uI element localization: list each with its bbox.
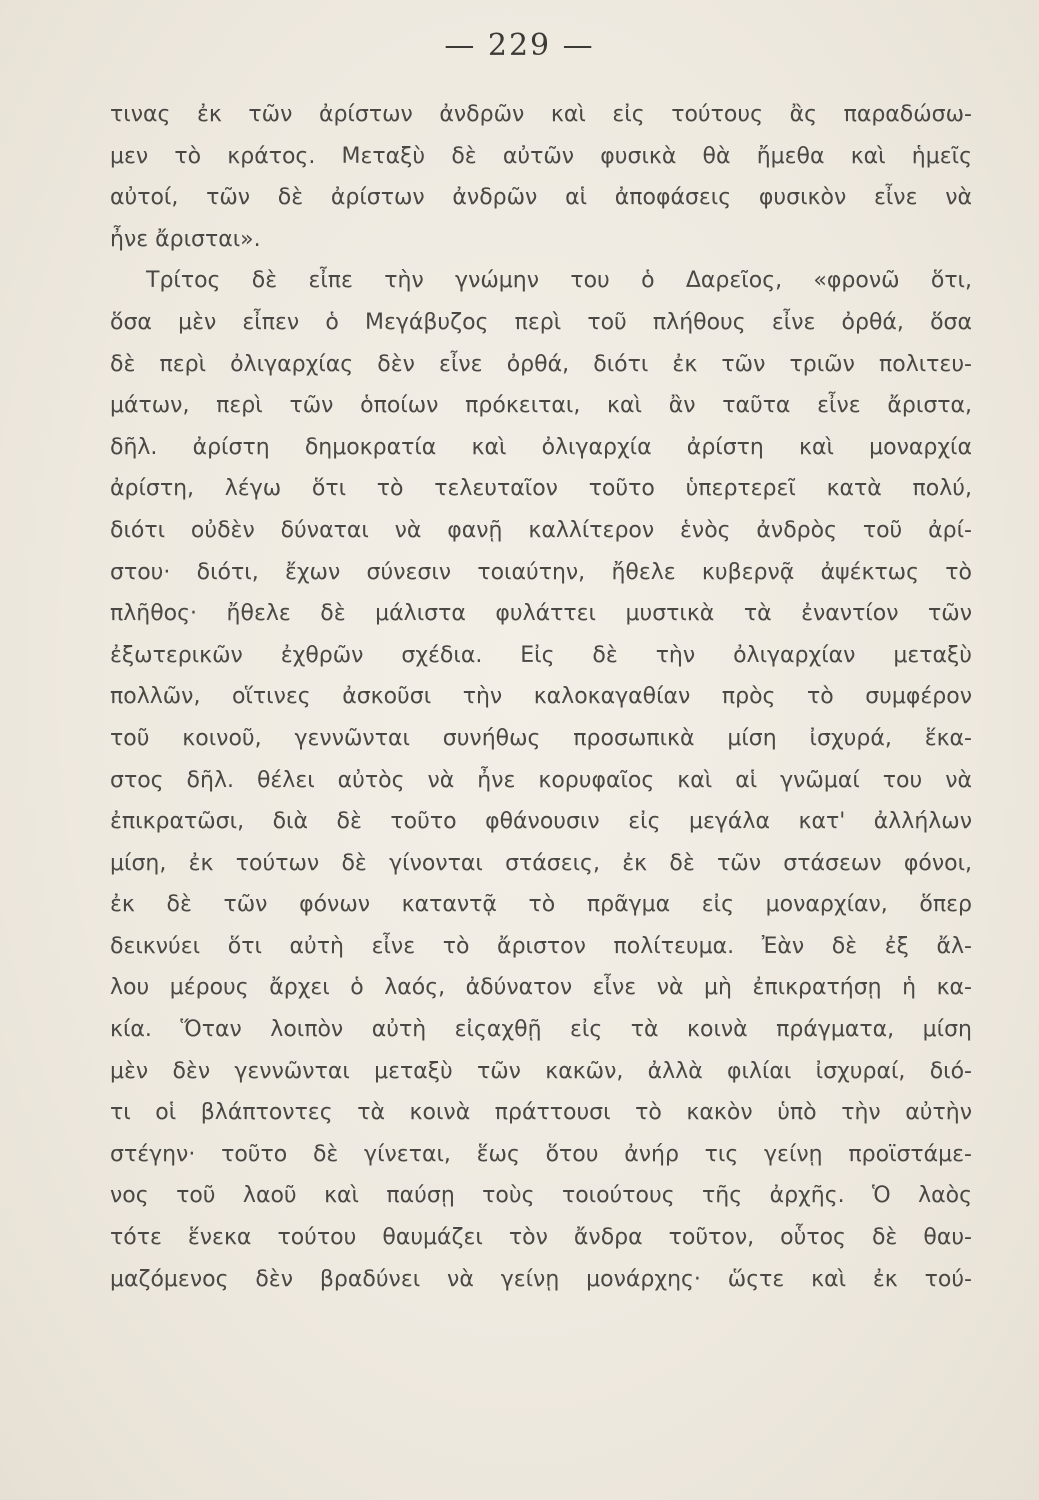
page-number: — 229 — (444, 28, 595, 63)
text-line: πλῆθος· ἤθελε δὲ μάλιστα φυλάττει μυστικὰ τὰ ἐναντίον τῶν (110, 601, 972, 627)
text-line: στος δῆλ. θέλει αὐτὸς νὰ ἦνε κορυφαῖος καὶ αἱ γνῶμαί του νὰ (110, 767, 972, 793)
text-line: ἐπικρατῶσι, διὰ δὲ τοῦτο φθάνουσιν εἰς μεγάλα κατ' ἀλλήλων (110, 809, 972, 835)
text-line: διότι οὐδὲν δύναται νὰ φανῇ καλλίτερον ἑνὸς ἀνδρὸς τοῦ ἀρί- (110, 517, 972, 543)
text-line: ἀρίστη, λέγω ὅτι τὸ τελευταῖον τοῦτο ὑπερτερεῖ κατὰ πολύ, (110, 476, 972, 502)
text-line: τοῦ κοινοῦ, γεννῶνται συνήθως προσωπικὰ μίση ἰσχυρά, ἕκα- (110, 725, 972, 751)
text-line: μὲν δὲν γεννῶνται μεταξὺ τῶν κακῶν, ἀλλὰ φιλίαι ἰσχυραί, διό- (110, 1058, 972, 1084)
text-line (110, 1300, 972, 1342)
text-line: μάτων, περὶ τῶν ὁποίων πρόκειται, καὶ ἂν ταῦτα εἶνε ἄριστα, (110, 393, 972, 419)
text-line: μίση, ἐκ τούτων δὲ γίνονται στάσεις, ἐκ δὲ τῶν στάσεων φόνοι, (110, 850, 972, 876)
text-line: στέγην· τοῦτο δὲ γίνεται, ἕως ὅτου ἀνήρ τις γείνῃ προϊστάμε- (110, 1141, 972, 1167)
text-line: πολλῶν, οἵτινες ἀσκοῦσι τὴν καλοκαγαθίαν πρὸς τὸ συμφέρον (110, 684, 972, 710)
text-line: Τρίτος δὲ εἶπε τὴν γνώμην του ὁ Δαρεῖος, «φρονῶ ὅτι, (146, 268, 972, 294)
body-text (110, 94, 972, 1342)
text-line: ὅσα μὲν εἶπεν ὁ Μεγάβυζος περὶ τοῦ πλήθους εἶνε ὀρθά, ὅσα (110, 309, 972, 335)
text-line: αὐτοί, τῶν δὲ ἀρίστων ἀνδρῶν αἱ ἀποφάσεις φυσικὸν εἶνε νὰ (110, 185, 972, 211)
text-line: μεν τὸ κράτος. Μεταξὺ δὲ αὐτῶν φυσικὰ θὰ ἤμεθα καὶ ἡμεῖς (110, 143, 972, 169)
text-line: τι οἱ βλάπτοντες τὰ κοινὰ πράττουσι τὸ κακὸν ὑπὸ τὴν αὐτὴν (110, 1100, 972, 1126)
text-line: ἐκ δὲ τῶν φόνων καταντᾷ τὸ πρᾶγμα εἰς μοναρχίαν, ὅπερ (110, 892, 972, 918)
text-line: λου μέρους ἄρχει ὁ λαός, ἀδύνατον εἶνε νὰ μὴ ἐπικρατήσῃ ἡ κα- (110, 975, 972, 1001)
text-line: δῆλ. ἀρίστη δημοκρατία καὶ ὀλιγαρχία ἀρίστη καὶ μοναρχία (110, 434, 972, 460)
text-line: ἦνε ἄρισται». (110, 226, 261, 252)
text-line: μαζόμενος δὲν βραδύνει νὰ γείνῃ μονάρχης· ὥςτε καὶ ἐκ τού- (110, 1266, 972, 1292)
text-line: τότε ἕνεκα τούτου θαυμάζει τὸν ἄνδρα τοῦτον, οὗτος δὲ θαυ- (110, 1225, 972, 1251)
text-line: δὲ περὶ ὀλιγαρχίας δὲν εἶνε ὀρθά, διότι ἐκ τῶν τριῶν πολιτευ- (110, 351, 972, 377)
text-line: τινας ἐκ τῶν ἀρίστων ἀνδρῶν καὶ εἰς τούτους ἂς παραδώσω- (110, 102, 972, 127)
text-line: νος τοῦ λαοῦ καὶ παύσῃ τοὺς τοιούτους τῆς ἀρχῆς. Ὁ λαὸς (110, 1183, 972, 1209)
text-line: ἐξωτερικῶν ἐχθρῶν σχέδια. Εἰς δὲ τὴν ὀλιγαρχίαν μεταξὺ (110, 642, 972, 668)
text-line: στου· διότι, ἔχων σύνεσιν τοιαύτην, ἤθελε κυβερνᾷ ἀψέκτως τὸ (110, 559, 972, 585)
text-line: κία. Ὅταν λοιπὸν αὐτὴ εἰςαχθῇ εἰς τὰ κοινὰ πράγματα, μίση (110, 1017, 972, 1043)
text-line: δεικνύει ὅτι αὐτὴ εἶνε τὸ ἄριστον πολίτευμα. Ἐὰν δὲ ἐξ ἄλ- (110, 933, 972, 959)
